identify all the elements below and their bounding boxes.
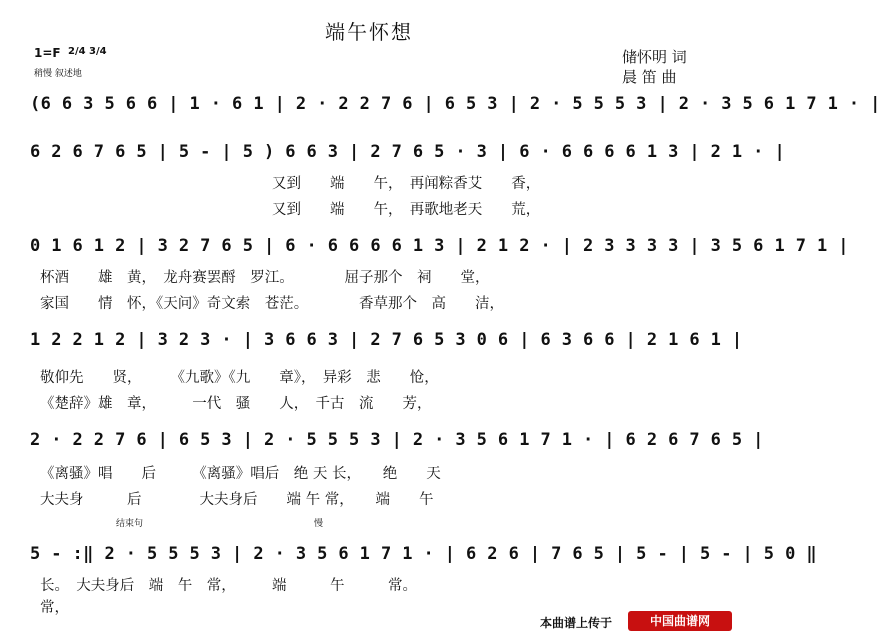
notation-row-4 xyxy=(30,328,743,354)
notation-line: 6 2 6 7 6 5 | 5 - | 5 ) 6 6 3 | 2 7 6 5 · 3 | 6 · 6 6 6 6 1 3 | 2 1 · | xyxy=(30,142,786,162)
key-signature: 1=F xyxy=(34,46,61,60)
site-logo[interactable]: 中国曲谱网 xyxy=(628,611,732,631)
lyric-line-verse1: 长。 大夫身后 端 午 常， 端 午 常。 xyxy=(40,578,417,594)
tempo-marking: 稍慢 叙述地 xyxy=(34,69,82,79)
lyric-line-verse1: 敬仰先 贤， 《九歌》《九 章》， 异彩 悲 怆， xyxy=(40,370,439,386)
notation-line: 5 - :‖ 2 · 5 5 5 3 | 2 · 3 5 6 1 7 1 · | 6 2 6 | 7 6 5 | 5 - | 5 - | 5 0 ‖ xyxy=(30,544,817,564)
lyric-line-verse2: 常， xyxy=(40,600,69,616)
lyricist-credit: 储怀明 词 xyxy=(622,48,687,66)
lyric-line-verse2: 大夫身 后 大夫身后 端 午 常， 端 午 xyxy=(40,492,434,508)
notation-line: 2 · 2 2 7 6 | 6 5 3 | 2 · 5 5 5 3 | 2 · 3 5 6 1 7 1 · | 6 2 6 7 6 5 | xyxy=(30,430,764,450)
notation-row-6 xyxy=(30,542,817,568)
lyric-line-verse2: 《楚辞》雄 章， 一代 骚 人， 千古 流 芳， xyxy=(40,396,432,412)
ending-annotation: 结束句 xyxy=(116,519,144,529)
notation-row-1 xyxy=(30,92,881,118)
notation-row-3 xyxy=(30,234,849,260)
tempo-slow-annotation: 慢 xyxy=(314,519,324,529)
notation-row-5 xyxy=(30,428,764,454)
lyric-line-verse2: 又到 端 午， 再歌地老天 荒， xyxy=(272,202,541,218)
notation-row-2 xyxy=(30,140,786,166)
time-signature: 2/4 3/4 xyxy=(68,46,107,57)
notation-line: 1 2 2 1 2 | 3 2 3 · | 3 6 6 3 | 2 7 6 5 3 0 6 | 6 3 6 6 | 2 1 6 1 | xyxy=(30,330,743,350)
notation-line: 0 1 6 1 2 | 3 2 7 6 5 | 6 · 6 6 6 6 1 3 | 2 1 2 · | 2 3 3 3 3 | 3 5 6 1 7 1 | xyxy=(30,236,849,256)
lyric-line-verse2: 家国 情 怀，《天问》奇文索 苍茫。 香草那个 高 洁， xyxy=(40,296,504,312)
composer-credit: 晨 笛 曲 xyxy=(622,68,677,86)
lyric-line-verse1: 又到 端 午， 再闻粽香艾 香， xyxy=(272,176,541,192)
lyric-line-verse1: 杯酒 雄 黄， 龙舟赛罢酹 罗江。 屈子那个 祠 堂， xyxy=(40,270,490,286)
song-title: 端午怀想 xyxy=(325,20,413,44)
upload-note: 本曲谱上传于 xyxy=(540,616,613,630)
notation-line: (6 6 3 5 6 6 | 1 · 6 1 | 2 · 2 2 7 6 | 6 5 3 | 2 · 5 5 5 3 | 2 · 3 5 6 1 7 1 · | xyxy=(30,94,881,114)
lyric-line-verse1: 《离骚》唱 后 《离骚》唱后 绝 天 长， 绝 天 xyxy=(40,466,441,482)
